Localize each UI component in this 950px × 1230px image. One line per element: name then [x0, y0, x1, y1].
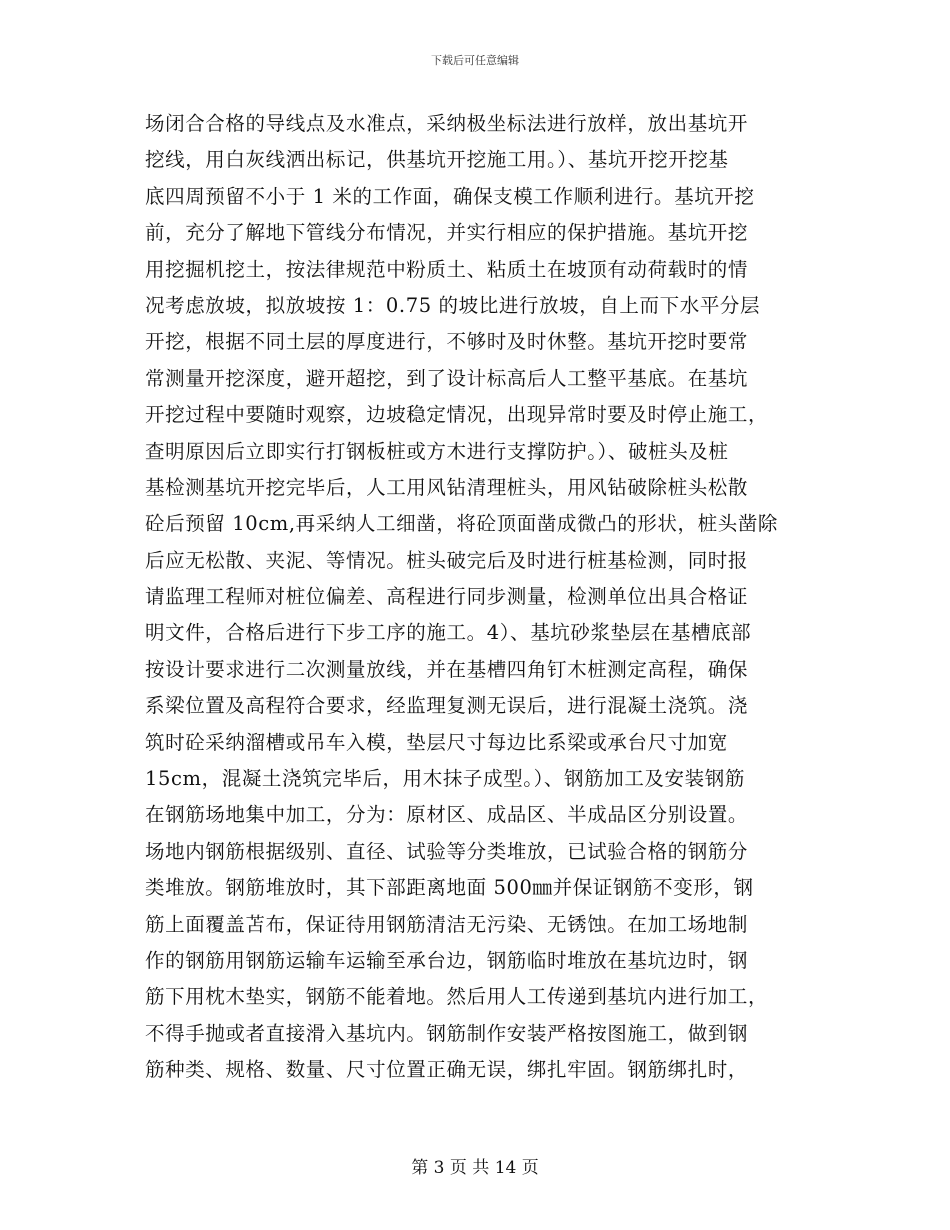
text-line: 筑时砼采纳溜槽或吊车入模，垫层尺寸每边比系梁或承台尺寸加宽	[145, 730, 728, 754]
text-line: 查明原因后立即实行打钢板桩或方木进行支撑防护。）、破桩头及桩	[145, 439, 729, 463]
text-line: 请监理工程师对桩位偏差、高程进行同步测量，检测单位出具合格证	[145, 585, 749, 609]
text-line: 作的钢筋用钢筋运输车运输至承台边，钢筋临时堆放在基坑边时，钢	[145, 948, 749, 972]
text-line: 筋下用枕木垫实，钢筋不能着地。然后用人工传递到基坑内进行加工，	[145, 985, 769, 1009]
text-line: 挖线，用白灰线洒出标记，供基坑开挖施工用。）、基坑开挖开挖基	[145, 148, 729, 172]
text-line: 砼后预留 10cm,再采纳人工细凿，将砼顶面凿成微凸的形状，桩头凿除	[145, 512, 779, 536]
text-line: 用挖掘机挖土，按法律规范中粉质土、粘质土在坡顶有动荷载时的情	[145, 257, 749, 281]
text-line: 在钢筋场地集中加工，分为：原材区、成品区、半成品区分别设置。	[145, 803, 749, 827]
text-line: 基检测基坑开挖完毕后，人工用风钻清理桩头，用风钻破除桩头松散	[145, 475, 749, 499]
text-line: 不得手抛或者直接滑入基坑内。钢筋制作安装严格按图施工，做到钢	[145, 1021, 749, 1045]
text-line: 筋种类、规格、数量、尺寸位置正确无误，绑扎牢固。钢筋绑扎时，	[145, 1058, 749, 1082]
text-line: 况考虑放坡，拟放坡按 1：0.75 的坡比进行放坡，自上而下水平分层	[145, 293, 761, 317]
text-line: 场地内钢筋根据级别、直径、试验等分类堆放，已试验合格的钢筋分	[145, 839, 749, 863]
text-line: 底四周预留不小于 1 米的工作面，确保支模工作顺利进行。基坑开挖	[145, 184, 755, 208]
text-line: 开挖过程中要随时观察，边坡稳定情况，出现异常时要及时停止施工，	[145, 403, 769, 427]
body-text	[145, 106, 813, 1089]
text-line: 明文件，合格后进行下步工序的施工。4）、基坑砂浆垫层在基槽底部	[145, 621, 752, 645]
page-number-footer: 第 3 页 共 14 页	[411, 1158, 539, 1178]
text-line: 后应无松散、夹泥、等情况。桩头破完后及时进行桩基检测，同时报	[145, 548, 749, 572]
text-line: 按设计要求进行二次测量放线，并在基槽四角钉木桩测定高程，确保	[145, 657, 749, 681]
text-line: 常测量开挖深度，避开超挖，到了设计标高后人工整平基底。在基坑	[145, 366, 749, 390]
text-line: 前，充分了解地下管线分布情况，并实行相应的保护措施。基坑开挖	[145, 221, 749, 245]
text-line: 场闭合合格的导线点及水准点，采纳极坐标法进行放样，放出基坑开	[145, 112, 749, 135]
text-line: 类堆放。钢筋堆放时，其下部距离地面 500㎜并保证钢筋不变形，钢	[145, 876, 754, 900]
text-line: 15cm，混凝土浇筑完毕后，用木抹子成型。）、钢筋加工及安装钢筋	[145, 767, 745, 791]
text-line: 开挖，根据不同土层的厚度进行，不够时及时休整。基坑开挖时要常	[145, 330, 749, 354]
page-header: 下载后可任意编辑	[431, 54, 519, 67]
text-line: 系梁位置及高程符合要求，经监理复测无误后，进行混凝土浇筑。浇	[145, 694, 749, 718]
text-line: 筋上面覆盖苫布，保证待用钢筋清洁无污染、无锈蚀。在加工场地制	[145, 912, 749, 936]
